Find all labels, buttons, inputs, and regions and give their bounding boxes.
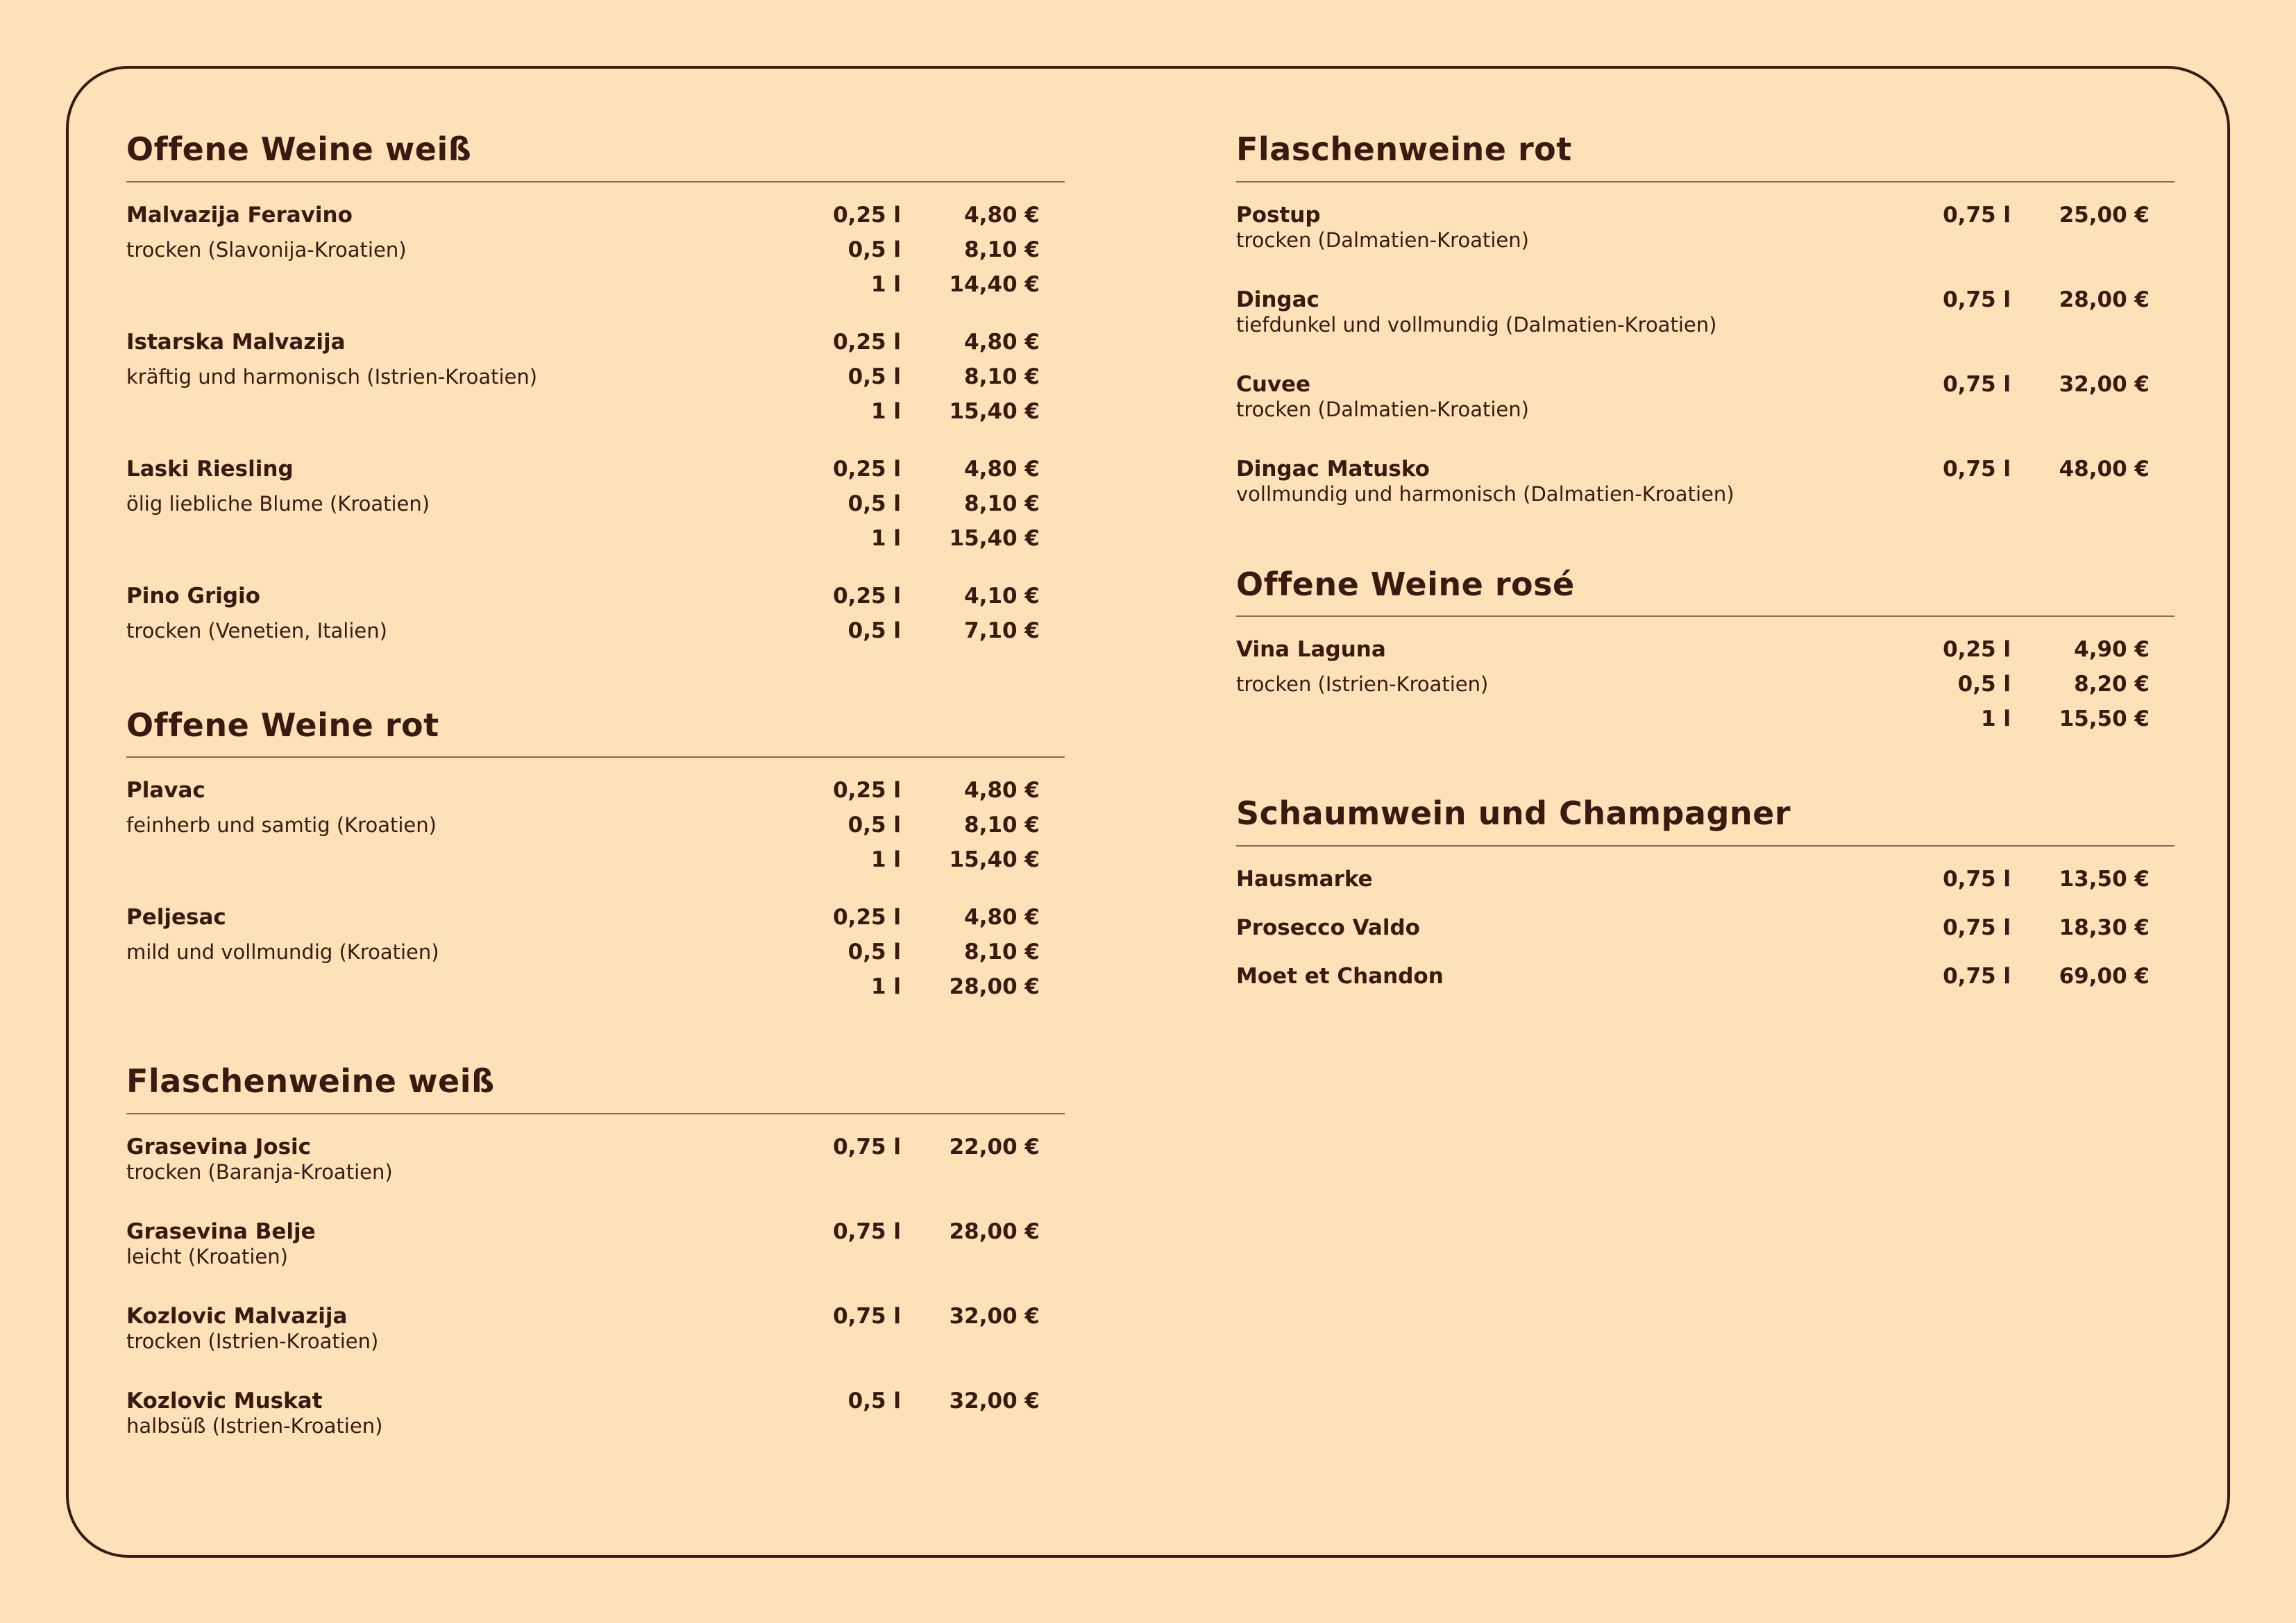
price-list xyxy=(1907,959,2175,994)
section-offene-weine-rot xyxy=(126,708,1065,1005)
wine-list xyxy=(1236,847,2175,994)
price-row xyxy=(797,842,1065,877)
wine-item-plavac xyxy=(126,773,1065,877)
volume: 1 l xyxy=(1981,706,2011,732)
wine-name: Dingac Matusko xyxy=(1236,456,1430,482)
price-list xyxy=(1907,452,2175,486)
price-row xyxy=(1907,198,2175,232)
price: 15,40 € xyxy=(949,525,1040,551)
price-list xyxy=(1907,862,2175,897)
section-flaschenweine-rot xyxy=(1236,132,2175,507)
wine-name: Moet et Chandon xyxy=(1236,963,1444,989)
price-row xyxy=(797,1130,1065,1164)
volume: 0,25 l xyxy=(833,778,901,804)
price-row xyxy=(1907,452,2175,486)
wine-item-grasevina-josic xyxy=(126,1130,1065,1185)
price-list xyxy=(797,1299,1065,1334)
wine-description: vollmundig und harmonisch (Dalmatien-Kroatien) xyxy=(1236,482,1734,506)
wine-name: Peljesac xyxy=(126,905,226,931)
price: 32,00 € xyxy=(2059,371,2150,397)
price-row xyxy=(1907,632,2175,667)
price-row xyxy=(1907,702,2175,736)
price: 15,40 € xyxy=(949,398,1040,424)
wine-item-kozlovic-malvazija xyxy=(126,1299,1065,1354)
section-flaschenweine-weiss xyxy=(126,1064,1065,1439)
wine-name: Laski Riesling xyxy=(126,456,294,482)
wine-item-malvazija-feravino xyxy=(126,198,1065,302)
wine-name: Postup xyxy=(1236,202,1321,228)
volume: 0,75 l xyxy=(1943,963,2011,989)
price: 4,90 € xyxy=(2074,637,2150,663)
price: 8,10 € xyxy=(964,940,1040,965)
price-row xyxy=(1907,667,2175,702)
price: 48,00 € xyxy=(2059,456,2150,482)
wine-item-kozlovic-muskat xyxy=(126,1384,1065,1439)
price: 28,00 € xyxy=(2059,287,2150,312)
section-offene-weine-rose xyxy=(1236,567,2175,737)
wine-item-pino-grigio xyxy=(126,579,1065,648)
wine-item-dingac xyxy=(1236,282,2175,338)
volume: 0,75 l xyxy=(1943,287,2011,312)
volume: 0,75 l xyxy=(833,1134,901,1159)
volume: 1 l xyxy=(871,847,901,873)
wine-description: trocken (Dalmatien-Kroatien) xyxy=(1236,228,1529,252)
volume: 0,25 l xyxy=(833,329,901,355)
wine-description: trocken (Slavonija-Kroatien) xyxy=(126,237,407,262)
volume: 0,5 l xyxy=(847,1388,901,1413)
price: 22,00 € xyxy=(949,1134,1040,1159)
wine-name: Vina Laguna xyxy=(1236,637,1386,663)
price: 13,50 € xyxy=(2059,866,2150,892)
price-row xyxy=(797,452,1065,486)
price: 8,10 € xyxy=(964,364,1040,389)
price: 8,20 € xyxy=(2074,672,2150,697)
volume: 0,5 l xyxy=(847,491,901,516)
price-row xyxy=(797,613,1065,648)
volume: 1 l xyxy=(871,271,901,297)
price-list xyxy=(1907,282,2175,317)
volume: 1 l xyxy=(871,525,901,551)
price: 4,80 € xyxy=(964,905,1040,931)
wine-name: Hausmarke xyxy=(1236,866,1373,892)
wine-list xyxy=(126,182,1065,648)
wine-item-hausmarke xyxy=(1236,862,2175,897)
wine-name: Istarska Malvazija xyxy=(126,329,346,355)
wine-name: Grasevina Josic xyxy=(126,1134,312,1159)
section-offene-weine-weiss xyxy=(126,132,1065,648)
volume: 0,75 l xyxy=(1943,456,2011,482)
price-row xyxy=(797,1214,1065,1249)
price: 4,80 € xyxy=(964,329,1040,355)
wine-name: Plavac xyxy=(126,778,205,804)
volume: 0,25 l xyxy=(833,456,901,482)
price-row xyxy=(797,935,1065,969)
wine-name: Grasevina Belje xyxy=(126,1218,316,1244)
price-list xyxy=(797,1384,1065,1418)
volume: 0,5 l xyxy=(847,364,901,389)
wine-description: kräftig und harmonisch (Istrien-Kroatien) xyxy=(126,364,538,389)
price: 8,10 € xyxy=(964,237,1040,262)
wine-list xyxy=(1236,617,2175,736)
wine-description: mild und vollmundig (Kroatien) xyxy=(126,940,439,965)
wine-description: leicht (Kroatien) xyxy=(126,1244,288,1268)
wine-item-prosecco-valdo xyxy=(1236,910,2175,945)
wine-description: trocken (Venetien, Italien) xyxy=(126,618,387,643)
price-row xyxy=(1907,910,2175,945)
price-row xyxy=(797,969,1065,1004)
volume: 0,5 l xyxy=(847,618,901,643)
volume: 0,75 l xyxy=(1943,866,2011,892)
price-row xyxy=(797,359,1065,394)
volume: 0,75 l xyxy=(833,1218,901,1244)
price: 25,00 € xyxy=(2059,202,2150,228)
volume: 0,25 l xyxy=(1943,637,2011,663)
price-list xyxy=(797,1130,1065,1164)
section-title: Flaschenweine rot xyxy=(1236,132,2175,182)
volume: 0,5 l xyxy=(1957,672,2011,697)
price-row xyxy=(797,486,1065,521)
wine-item-dingac-matusko xyxy=(1236,452,2175,507)
volume: 0,5 l xyxy=(847,237,901,262)
price-row xyxy=(797,325,1065,359)
price-list xyxy=(797,579,1065,648)
wine-name: Kozlovic Malvazija xyxy=(126,1303,348,1329)
price-list xyxy=(797,325,1065,429)
price: 4,80 € xyxy=(964,456,1040,482)
wine-name: Prosecco Valdo xyxy=(1236,915,1420,940)
price: 4,80 € xyxy=(964,202,1040,228)
price: 32,00 € xyxy=(949,1388,1040,1413)
volume: 0,75 l xyxy=(833,1303,901,1329)
wine-list xyxy=(1236,182,2175,507)
volume: 1 l xyxy=(871,398,901,424)
price-list xyxy=(1907,910,2175,945)
section-title: Offene Weine rot xyxy=(126,708,1065,758)
wine-item-cuvee xyxy=(1236,367,2175,423)
price-row xyxy=(797,1299,1065,1334)
wine-name: Pino Grigio xyxy=(126,583,260,609)
price-list xyxy=(797,452,1065,556)
price-list xyxy=(1907,198,2175,232)
section-title: Schaumwein und Champagner xyxy=(1236,796,2175,847)
wine-description: trocken (Istrien-Kroatien) xyxy=(1236,672,1489,697)
price-row xyxy=(797,521,1065,556)
right-column xyxy=(1236,132,2175,1053)
price: 15,40 € xyxy=(949,847,1040,873)
price: 14,40 € xyxy=(949,271,1040,297)
section-title: Offene Weine weiß xyxy=(126,132,1065,182)
price: 8,10 € xyxy=(964,491,1040,516)
price-row xyxy=(797,267,1065,302)
price-list xyxy=(797,1214,1065,1249)
price-row xyxy=(1907,862,2175,897)
wine-item-peljesac xyxy=(126,900,1065,1004)
price: 4,80 € xyxy=(964,778,1040,804)
price-row xyxy=(1907,959,2175,994)
wine-name: Kozlovic Muskat xyxy=(126,1388,323,1413)
price: 28,00 € xyxy=(949,974,1040,1000)
volume: 0,25 l xyxy=(833,583,901,609)
wine-name: Dingac xyxy=(1236,287,1319,312)
wine-description: ölig liebliche Blume (Kroatien) xyxy=(126,491,430,516)
price: 4,10 € xyxy=(964,583,1040,609)
volume: 0,75 l xyxy=(1943,202,2011,228)
wine-item-laski-riesling xyxy=(126,452,1065,556)
price: 69,00 € xyxy=(2059,963,2150,989)
wine-description: trocken (Dalmatien-Kroatien) xyxy=(1236,397,1529,421)
price-row xyxy=(797,579,1065,613)
price-row xyxy=(797,900,1065,935)
volume: 1 l xyxy=(871,974,901,1000)
volume: 0,25 l xyxy=(833,905,901,931)
volume: 0,75 l xyxy=(1943,371,2011,397)
section-schaumwein-und-champagner xyxy=(1236,796,2175,994)
wine-description: trocken (Baranja-Kroatien) xyxy=(126,1159,393,1184)
price-row xyxy=(797,198,1065,232)
price: 28,00 € xyxy=(949,1218,1040,1244)
price-row xyxy=(797,773,1065,808)
section-title: Offene Weine rosé xyxy=(1236,567,2175,618)
wine-name: Cuvee xyxy=(1236,371,1311,397)
price-row xyxy=(797,394,1065,429)
price-list xyxy=(1907,632,2175,736)
price-row xyxy=(797,1384,1065,1418)
price-row xyxy=(1907,282,2175,317)
wine-list xyxy=(126,758,1065,1004)
price-list xyxy=(1907,367,2175,402)
wine-description: halbsüß (Istrien-Kroatien) xyxy=(126,1413,383,1438)
price: 32,00 € xyxy=(949,1303,1040,1329)
wine-item-moet-et-chandon xyxy=(1236,959,2175,994)
price-list xyxy=(797,198,1065,302)
price-list xyxy=(797,900,1065,1004)
section-title: Flaschenweine weiß xyxy=(126,1064,1065,1114)
price: 7,10 € xyxy=(964,618,1040,643)
wine-item-istarska-malvazija xyxy=(126,325,1065,429)
price-row xyxy=(797,232,1065,267)
volume: 0,25 l xyxy=(833,202,901,228)
wine-description: tiefdunkel und vollmundig (Dalmatien-Kroatien) xyxy=(1236,312,1717,337)
volume: 0,5 l xyxy=(847,813,901,838)
wine-item-grasevina-belje xyxy=(126,1214,1065,1270)
wine-item-postup xyxy=(1236,198,2175,253)
wine-list xyxy=(126,1114,1065,1439)
wine-description: feinherb und samtig (Kroatien) xyxy=(126,813,437,838)
price-row xyxy=(1907,367,2175,402)
left-column xyxy=(126,132,1065,1499)
price: 8,10 € xyxy=(964,813,1040,838)
wine-name: Malvazija Feravino xyxy=(126,202,353,228)
price: 15,50 € xyxy=(2059,706,2150,732)
price-row xyxy=(797,808,1065,842)
volume: 0,75 l xyxy=(1943,915,2011,940)
wine-item-vina-laguna xyxy=(1236,632,2175,736)
wine-description: trocken (Istrien-Kroatien) xyxy=(126,1329,379,1353)
price: 18,30 € xyxy=(2059,915,2150,940)
price-list xyxy=(797,773,1065,877)
volume: 0,5 l xyxy=(847,940,901,965)
